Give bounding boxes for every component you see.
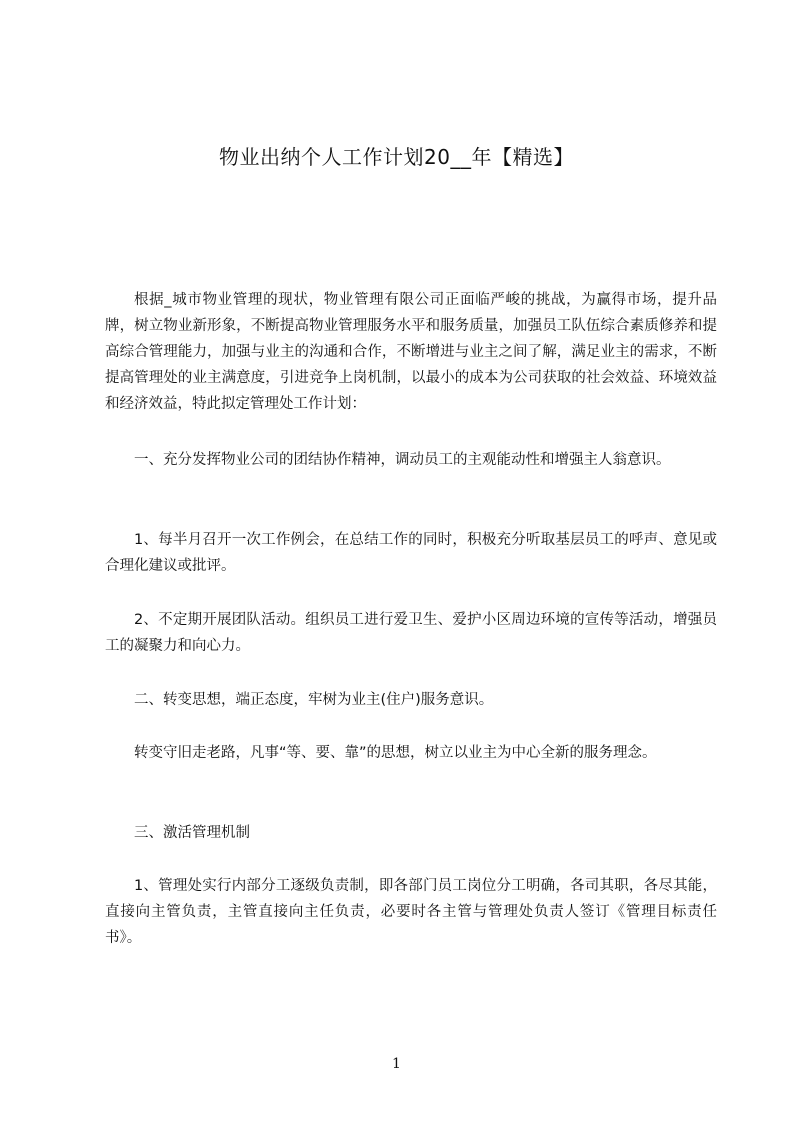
paragraph-item-1-meetings: 1、每半月召开一次工作例会，在总结工作的同时，积极充分听取基层员工的呼声、意见或合理化建议或批评。 <box>105 532 717 574</box>
paragraph-section-three-heading: 三、激活管理机制 <box>134 825 250 841</box>
paragraph-item-1-responsibility: 1、管理处实行内部分工逐级负责制，即各部门员工岗位分工明确，各司其职，各尽其能，直接向主管负责，主管直接向主任负责，必要时各主管与管理处负责人签订《管理目标责任书》。 <box>105 878 717 946</box>
paragraph-intro: 根据_城市物业管理的现状，物业管理有限公司正面临严峻的挑战，为赢得市场，提升品牌，树立物业新形象，不断提高物业管理服务水平和服务质量，加强员工队伍综合素质修养和提高综合管理能力，加强与业主的沟通和合作，不断增进与业主之间了解，满足业主的需求，不断提高管理处的业主满意度，引进竞争上岗机制，以最小的成本为公司获取的社会效益、环境效益和经济效益，特此拟定管理处工作计划： <box>105 292 717 412</box>
page-number: 1 <box>392 1056 401 1072</box>
paragraph-section-one-heading: 一、充分发挥物业公司的团结协作精神，调动员工的主观能动性和增强主人翁意识。 <box>134 452 671 468</box>
paragraph-section-two-heading: 二、转变思想，端正态度，牢树为业主(住户)服务意识。 <box>134 692 494 708</box>
paragraph-item-2-team-activities: 2、不定期开展团队活动。组织员工进行爱卫生、爱护小区周边环境的宣传等活动，增强员工的凝聚力和向心力。 <box>105 612 717 654</box>
paragraph-mindset-change: 转变守旧走老路，凡事“等、要、靠”的思想，树立以业主为中心全新的服务理念。 <box>134 745 657 761</box>
document-title: 物业出纳个人工作计划20__年【精选】 <box>219 145 574 169</box>
